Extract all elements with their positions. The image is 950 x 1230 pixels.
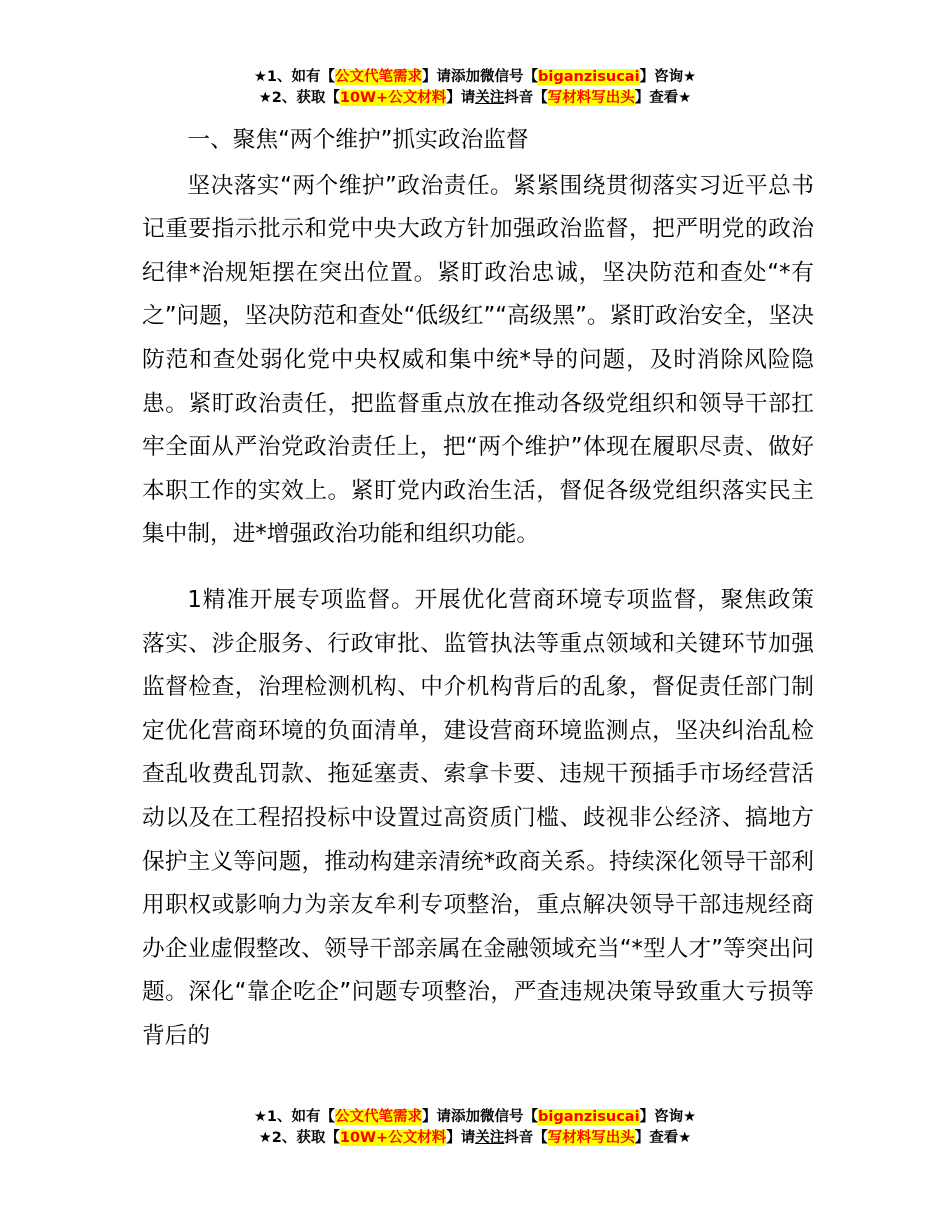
notice-text: 】请添加微信号【 <box>422 1109 539 1125</box>
highlight-wechat-id: biganzisucai <box>538 1109 640 1125</box>
top-notice <box>0 67 950 109</box>
highlight-materials: 10W+公文材料 <box>339 90 447 106</box>
notice-text: 】咨询★ <box>639 69 697 85</box>
notice-text: 】请 <box>446 90 476 106</box>
star-icon: ★ <box>258 1130 272 1146</box>
notice-text: 2、获取【 <box>271 90 340 106</box>
highlight-service: 公文代笔需求 <box>335 1109 423 1125</box>
notice-text: 抖音【 <box>504 90 548 106</box>
underlined-follow: 关注 <box>475 1130 505 1146</box>
notice-text: 】查看★ <box>634 1130 692 1146</box>
highlight-service: 公文代笔需求 <box>335 69 423 85</box>
notice-line-1 <box>0 67 950 88</box>
highlight-materials: 10W+公文材料 <box>339 1130 447 1146</box>
notice-text: 】请添加微信号【 <box>422 69 539 85</box>
section-heading: 一、聚焦“两个维护”抓实政治监督 <box>187 127 529 153</box>
notice-line-1 <box>0 1107 950 1128</box>
notice-line-2 <box>0 88 950 109</box>
bottom-notice <box>0 1107 950 1149</box>
notice-text: 】咨询★ <box>639 1109 697 1125</box>
highlight-wechat-id: biganzisucai <box>538 69 640 85</box>
notice-text: 1、如有【 <box>266 1109 336 1125</box>
paragraph-special-supervision: 1精准开展专项监督。开展优化营商环境专项监督，聚焦政策落实、涉企服务、行政审批、监管执法等重点领域和关键环节加强监督检查，治理检测机构、中介机构背后的乱象，督促责任部门制定优化营商环境的负面清单，建设营商环境监测点，坚决纠治乱检查乱收费乱罚款、拖延塞责、索拿卡要、违规干预插手市场经营活动以及在工程招投标中设置过高资质门槛、歧视非公经济、搞地方保护主义等问题，推动构建亲清统*政商关系。持续深化领导干部利用职权或影响力为亲友牟利专项整治，重点解决领导干部违规经商办企业虚假整改、领导干部亲属在金融领域充当“*型人才”等突出问题。深化“靠企吃企”问题专项整治，严查违规决策导致重大亏损等背后的 <box>142 586 814 1049</box>
notice-text: 】请 <box>446 1130 476 1146</box>
notice-text: 抖音【 <box>504 1130 548 1146</box>
highlight-douyin-account: 写材料写出头 <box>547 90 635 106</box>
paragraph-political-responsibility: 坚决落实“两个维护”政治责任。紧紧围绕贯彻落实习近平总书记重要指示批示和党中央大政方针加强政治监督，把严明党的政治纪律*治规矩摆在突出位置。紧盯政治忠诚，坚决防范和查处“*有之”问题，坚决防范和查处“低级红”“高级黑”。紧盯政治安全，坚决防范和查处弱化党中央权威和集中统*导的问题，及时消除风险隐患。紧盯政治责任，把监督重点放在推动各级党组织和领导干部扛牢全面从严治党政治责任上，把“两个维护”体现在履职尽责、做好本职工作的实效上。紧盯党内政治生活，督促各级党组织落实民主集中制，进*增强政治功能和组织功能。 <box>142 172 814 548</box>
notice-text: 1、如有【 <box>266 69 336 85</box>
underlined-follow: 关注 <box>475 90 505 106</box>
star-icon: ★ <box>258 90 272 106</box>
notice-text: 2、获取【 <box>271 1130 340 1146</box>
star-icon: ★ <box>253 69 267 85</box>
star-icon: ★ <box>253 1109 267 1125</box>
notice-line-2 <box>0 1128 950 1149</box>
document-body <box>142 119 814 1058</box>
highlight-douyin-account: 写材料写出头 <box>547 1130 635 1146</box>
notice-text: 】查看★ <box>634 90 692 106</box>
